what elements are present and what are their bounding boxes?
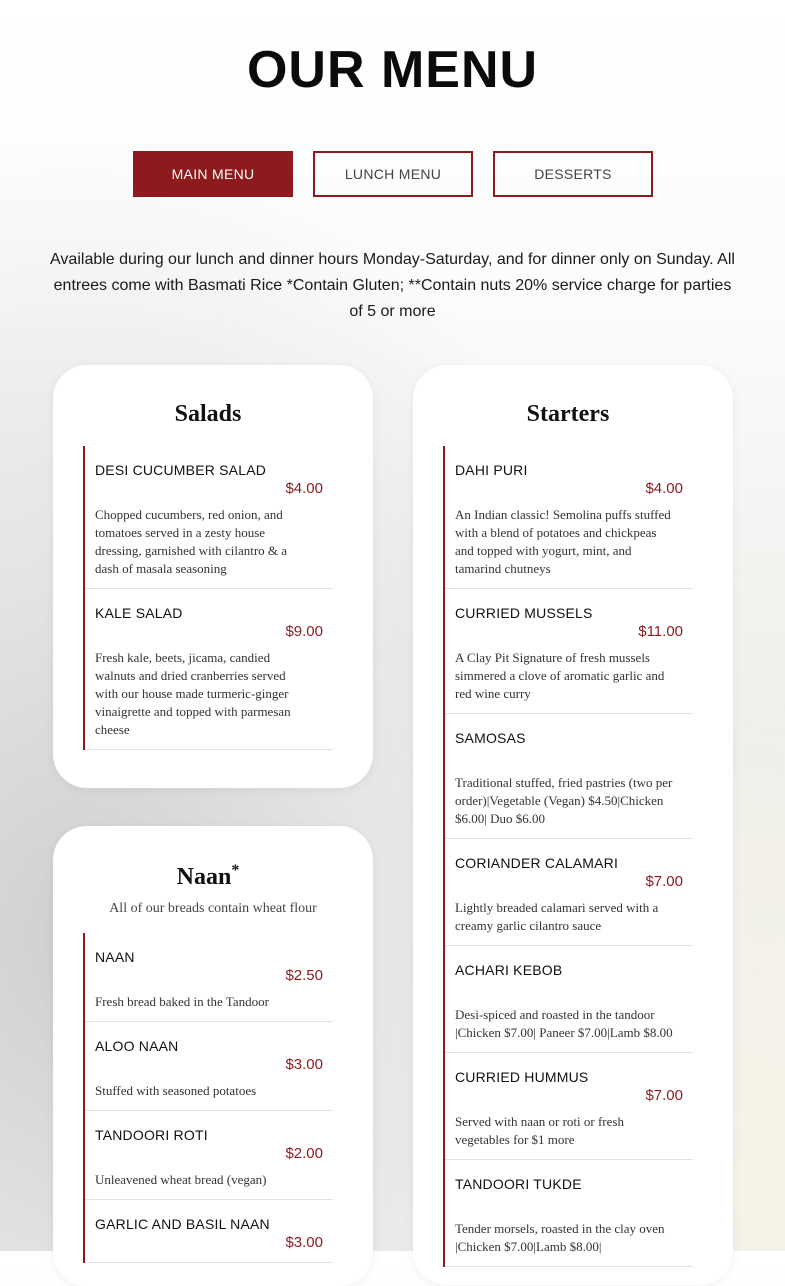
naan-card [53,826,373,1286]
item-description: An Indian classic! Semolina puffs stuffed with a blend of potatoes and chickpeas and topped with yogurt, mint, and tamarind chutneys [455,507,671,576]
item-name: DAHI PURI [455,462,528,478]
menu-item [445,946,693,1053]
item-name: GARLIC AND BASIL NAAN [95,1216,270,1232]
menu-tabs [133,151,653,197]
item-name: SAMOSAS [455,730,526,746]
menu-item [85,1111,333,1200]
item-description: Fresh kale, beets, jicama, candied walnuts and dried cranberries served with our house made turmeric-ginger vinaigrette and topped with parmesan cheese [95,650,291,737]
tab-lunch-menu[interactable]: LUNCH MENU [313,151,473,197]
naan-list [83,933,333,1263]
tab-desserts[interactable]: DESSERTS [493,151,653,197]
item-name: DESI CUCUMBER SALAD [95,462,267,478]
item-description: Stuffed with seasoned potatoes [95,1083,257,1098]
item-price: $4.00 [285,480,323,497]
item-description: Served with naan or roti or fresh vegetables for $1 more [455,1114,624,1147]
item-name: CURRIED MUSSELS [455,605,593,621]
menu-item [445,839,693,946]
menu-item [445,1053,693,1160]
menu-item [85,446,333,589]
item-price: $3.00 [285,1234,323,1251]
item-price [455,980,693,998]
salads-list [83,446,333,750]
item-description: Fresh bread baked in the Tandoor [95,994,269,1009]
naan-subtitle: All of our breads contain wheat flour [109,901,317,916]
menu-item [445,589,693,714]
item-name: NAAN [95,949,135,965]
item-description: Unleavened wheat bread (vegan) [95,1172,267,1187]
tab-main-menu[interactable]: MAIN MENU [133,151,293,197]
item-price: $7.00 [645,1087,683,1104]
item-price: $2.00 [285,1145,323,1162]
menu-item [85,589,333,750]
item-name: TANDOORI ROTI [95,1127,208,1143]
item-price [455,1194,693,1212]
item-description: Traditional stuffed, fried pastries (two per order)|Vegetable (Vegan) $4.50|Chicken $6.00| Duo $6.00 [455,775,673,826]
menu-item [445,446,693,589]
salads-card [53,365,373,788]
naan-title-mark: * [231,862,240,879]
item-name: TANDOORI TUKDE [455,1176,582,1192]
page-title: OUR MENU [246,41,539,99]
menu-intro: Available during our lunch and dinner hours Monday-Saturday, and for dinner only on Sunday. All entrees come with Basmati Rice *Contain Gluten; **Contain nuts 20% service charge for parties of 5 or more [50,251,735,320]
item-price: $7.00 [645,873,683,890]
item-description: Desi-spiced and roasted in the tandoor |Chicken $7.00| Paneer $7.00|Lamb $8.00 [455,1007,673,1040]
item-price: $11.00 [638,623,683,640]
item-price: $2.50 [285,967,323,984]
menu-item [445,714,693,839]
item-description: Chopped cucumbers, red onion, and tomatoes served in a zesty house dressing, garnished with cilantro & a dash of masala seasoning [95,507,288,576]
item-name: CURRIED HUMMUS [455,1069,589,1085]
item-name: ACHARI KEBOB [455,962,563,978]
item-price [455,748,693,766]
item-description: Tender morsels, roasted in the clay oven |Chicken $7.00|Lamb $8.00| [455,1221,665,1254]
item-description: Lightly breaded calamari served with a creamy garlic cilantro sauce [455,900,659,933]
item-price: $4.00 [645,480,683,497]
starters-title: Starters [526,401,610,427]
item-description: A Clay Pit Signature of fresh mussels simmered a clove of aromatic garlic and red wine curry [455,650,665,701]
menu-item [85,1022,333,1111]
item-name: ALOO NAAN [95,1038,179,1054]
item-price: $3.00 [285,1056,323,1073]
item-name: KALE SALAD [95,605,183,621]
item-price: $9.00 [285,623,323,640]
salads-title: Salads [174,401,242,427]
menu-item [85,1200,333,1263]
starters-card [413,365,733,1285]
item-name: CORIANDER CALAMARI [455,855,619,871]
starters-list [443,446,693,1267]
menu-item [85,933,333,1022]
naan-title: Naan* [176,862,240,890]
